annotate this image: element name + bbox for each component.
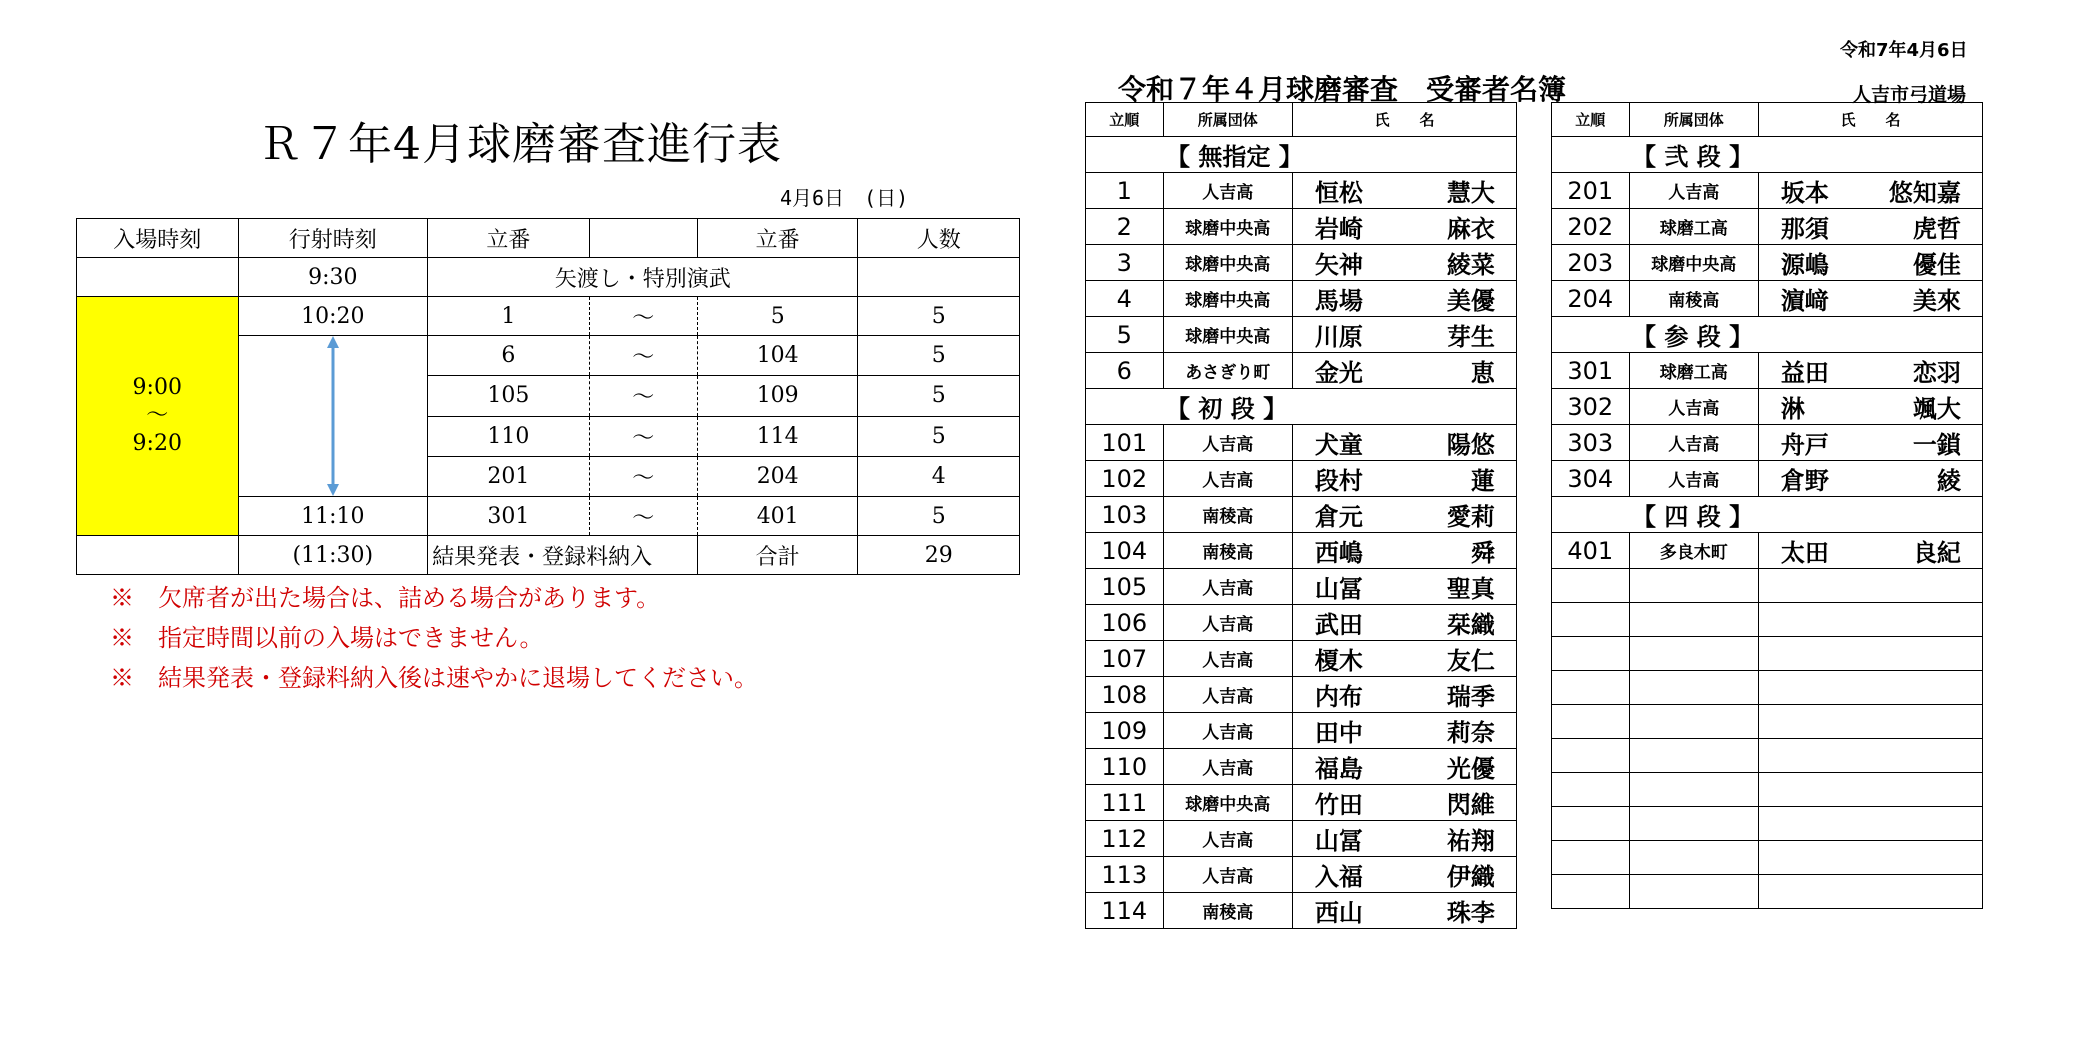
roster-header-num: 立順 bbox=[1086, 103, 1164, 137]
roster-empty-row bbox=[1552, 773, 1983, 807]
stand-number: 3 bbox=[1086, 245, 1164, 281]
stand-number: 107 bbox=[1086, 641, 1164, 677]
participant-name bbox=[1758, 875, 1982, 909]
organization bbox=[1629, 875, 1758, 909]
organization bbox=[1629, 637, 1758, 671]
roster-row bbox=[1086, 569, 1517, 605]
roster-row bbox=[1086, 893, 1517, 929]
roster-header-num: 立順 bbox=[1552, 103, 1630, 137]
stand-number: 103 bbox=[1086, 497, 1164, 533]
surname: 岩崎 bbox=[1314, 215, 1363, 243]
participant-name bbox=[1758, 671, 1982, 705]
double-arrow-icon bbox=[323, 336, 343, 496]
roster-row bbox=[1086, 173, 1517, 209]
participant-name bbox=[1758, 705, 1982, 739]
schedule-row-demo bbox=[77, 258, 1020, 297]
given-name: 綾 bbox=[1936, 467, 1961, 495]
surname: 恒松 bbox=[1314, 179, 1363, 207]
surname: 川原 bbox=[1314, 323, 1363, 351]
given-name: 祐翔 bbox=[1446, 827, 1495, 855]
organization: 球磨中央高 bbox=[1163, 281, 1292, 317]
note-3: ※ 結果発表・登録料納入後は速やかに退場してください。 bbox=[110, 664, 758, 692]
organization: 球磨中央高 bbox=[1163, 209, 1292, 245]
stand-from: 105 bbox=[428, 376, 590, 416]
organization: 球磨中央高 bbox=[1629, 245, 1758, 281]
roster-table-left bbox=[1085, 102, 1517, 929]
roster-empty-row bbox=[1552, 603, 1983, 637]
stand-number: 304 bbox=[1552, 461, 1630, 497]
tilde: ～ bbox=[589, 497, 697, 536]
given-name: 颯大 bbox=[1912, 395, 1961, 423]
note-1: ※ 欠席者が出た場合は、詰める場合があります。 bbox=[110, 584, 661, 612]
total-label: 合計 bbox=[697, 536, 858, 575]
final-label: 結果発表・登録料納入 bbox=[428, 536, 698, 575]
stand-number: 108 bbox=[1086, 677, 1164, 713]
stand-from: 201 bbox=[428, 456, 590, 496]
cell-empty bbox=[77, 536, 239, 575]
header-stand-to: 立番 bbox=[697, 219, 858, 258]
roster-section-row bbox=[1552, 497, 1983, 533]
stand-to: 109 bbox=[697, 376, 858, 416]
organization: 人吉高 bbox=[1629, 461, 1758, 497]
participant-name bbox=[1758, 637, 1982, 671]
roster-header-row bbox=[1552, 103, 1983, 137]
roster-row bbox=[1086, 245, 1517, 281]
stand-number: 113 bbox=[1086, 857, 1164, 893]
given-name: 瑞季 bbox=[1446, 683, 1495, 711]
surname: 太田 bbox=[1780, 539, 1829, 567]
roster-row bbox=[1086, 533, 1517, 569]
participant-name bbox=[1292, 461, 1516, 497]
surname: 田中 bbox=[1314, 719, 1363, 747]
roster-row bbox=[1552, 461, 1983, 497]
stand-number: 106 bbox=[1086, 605, 1164, 641]
surname: 舟戸 bbox=[1780, 431, 1829, 459]
roster-row bbox=[1086, 641, 1517, 677]
roster-section-row bbox=[1552, 317, 1983, 353]
participant-name bbox=[1758, 533, 1982, 569]
entry-time-start: 9:00 bbox=[132, 375, 182, 400]
participant-name bbox=[1292, 425, 1516, 461]
participant-name bbox=[1758, 389, 1982, 425]
surname: 倉野 bbox=[1780, 467, 1829, 495]
roster-table-right bbox=[1551, 102, 1983, 909]
roster-empty-row bbox=[1552, 875, 1983, 909]
given-name: 聖真 bbox=[1446, 575, 1495, 603]
count: 5 bbox=[858, 336, 1020, 376]
participant-name bbox=[1292, 317, 1516, 353]
roster-header-name: 氏 名 bbox=[1292, 103, 1516, 137]
stand-to: 401 bbox=[697, 497, 858, 536]
total-count: 29 bbox=[858, 536, 1020, 575]
given-name: 莉奈 bbox=[1446, 719, 1495, 747]
section-label: 【 初 段 】 bbox=[1086, 389, 1517, 425]
final-time: (11:30) bbox=[238, 536, 428, 575]
given-name: 蓮 bbox=[1470, 467, 1495, 495]
roster-row bbox=[1086, 749, 1517, 785]
surname: 濵﨑 bbox=[1780, 287, 1829, 315]
surname: 坂本 bbox=[1780, 179, 1829, 207]
given-name: 恵 bbox=[1470, 359, 1495, 387]
schedule-row-final bbox=[77, 536, 1020, 575]
schedule-header-row bbox=[77, 219, 1020, 258]
organization: 球磨工高 bbox=[1629, 353, 1758, 389]
stand-number: 104 bbox=[1086, 533, 1164, 569]
organization: 人吉高 bbox=[1163, 641, 1292, 677]
participant-name bbox=[1292, 821, 1516, 857]
surname: 榎木 bbox=[1314, 647, 1363, 675]
stand-number: 2 bbox=[1086, 209, 1164, 245]
roster-header-name: 氏 名 bbox=[1758, 103, 1982, 137]
stand-to: 204 bbox=[697, 456, 858, 496]
count: 4 bbox=[858, 456, 1020, 496]
roster-row bbox=[1086, 281, 1517, 317]
participant-name bbox=[1292, 533, 1516, 569]
roster-empty-row bbox=[1552, 841, 1983, 875]
stand-number bbox=[1552, 739, 1630, 773]
organization: 人吉高 bbox=[1629, 425, 1758, 461]
organization bbox=[1629, 841, 1758, 875]
organization: 人吉高 bbox=[1163, 569, 1292, 605]
organization: 南稜高 bbox=[1163, 497, 1292, 533]
participant-name bbox=[1758, 173, 1982, 209]
cell-empty bbox=[77, 258, 239, 297]
organization: 人吉高 bbox=[1163, 857, 1292, 893]
surname: 源嶋 bbox=[1780, 251, 1829, 279]
organization: 球磨中央高 bbox=[1163, 785, 1292, 821]
surname: 矢神 bbox=[1314, 251, 1363, 279]
roster-empty-row bbox=[1552, 739, 1983, 773]
given-name: 麻衣 bbox=[1446, 215, 1495, 243]
roster-empty-row bbox=[1552, 807, 1983, 841]
stand-number: 301 bbox=[1552, 353, 1630, 389]
stand-to: 5 bbox=[697, 297, 858, 336]
organization: 南稜高 bbox=[1163, 893, 1292, 929]
given-name: 虎哲 bbox=[1912, 215, 1961, 243]
participant-name bbox=[1758, 209, 1982, 245]
stand-number: 4 bbox=[1086, 281, 1164, 317]
surname: 福島 bbox=[1314, 755, 1363, 783]
stand-number: 101 bbox=[1086, 425, 1164, 461]
surname: 入福 bbox=[1314, 863, 1363, 891]
roster-row bbox=[1552, 173, 1983, 209]
tilde: ～ bbox=[589, 416, 697, 456]
roster-header-org: 所属団体 bbox=[1629, 103, 1758, 137]
organization bbox=[1629, 705, 1758, 739]
stand-number: 303 bbox=[1552, 425, 1630, 461]
roster-row bbox=[1552, 425, 1983, 461]
given-name: 閃維 bbox=[1446, 791, 1495, 819]
participant-name bbox=[1758, 461, 1982, 497]
roster-empty-row bbox=[1552, 705, 1983, 739]
roster-row bbox=[1552, 389, 1983, 425]
surname: 山冨 bbox=[1314, 575, 1363, 603]
given-name: 美來 bbox=[1912, 287, 1961, 315]
roster-row bbox=[1552, 353, 1983, 389]
stand-number: 1 bbox=[1086, 173, 1164, 209]
given-name: 慧大 bbox=[1446, 179, 1495, 207]
organization: 人吉高 bbox=[1163, 605, 1292, 641]
roster-venue: 人吉市弓道場 bbox=[1852, 84, 1967, 106]
participant-name bbox=[1758, 773, 1982, 807]
stand-number: 102 bbox=[1086, 461, 1164, 497]
schedule-row bbox=[77, 297, 1020, 336]
surname: 金光 bbox=[1314, 359, 1363, 387]
given-name: 伊織 bbox=[1446, 863, 1495, 891]
organization: 球磨中央高 bbox=[1163, 317, 1292, 353]
stand-number: 105 bbox=[1086, 569, 1164, 605]
stand-number bbox=[1552, 773, 1630, 807]
roster-title: 令和７年４月球磨審査 受審者名簿 bbox=[1118, 73, 1567, 106]
given-name: 優佳 bbox=[1912, 251, 1961, 279]
given-name: 良紀 bbox=[1912, 539, 1961, 567]
stand-number bbox=[1552, 603, 1630, 637]
roster-row bbox=[1086, 605, 1517, 641]
stand-number: 110 bbox=[1086, 749, 1164, 785]
given-name: 舜 bbox=[1470, 539, 1495, 567]
section-label: 【 弐 段 】 bbox=[1552, 137, 1983, 173]
organization: 多良木町 bbox=[1629, 533, 1758, 569]
participant-name bbox=[1758, 603, 1982, 637]
participant-name bbox=[1292, 857, 1516, 893]
stand-number bbox=[1552, 569, 1630, 603]
stand-number bbox=[1552, 637, 1630, 671]
organization: 人吉高 bbox=[1163, 749, 1292, 785]
roster-empty-row bbox=[1552, 569, 1983, 603]
organization: 南稜高 bbox=[1163, 533, 1292, 569]
entry-time-wave: ～ bbox=[146, 403, 169, 428]
organization bbox=[1629, 569, 1758, 603]
organization bbox=[1629, 773, 1758, 807]
roster-row bbox=[1552, 281, 1983, 317]
cell-empty bbox=[858, 258, 1020, 297]
stand-from: 301 bbox=[428, 497, 590, 536]
stand-number: 302 bbox=[1552, 389, 1630, 425]
organization: 人吉高 bbox=[1163, 713, 1292, 749]
organization: 人吉高 bbox=[1163, 425, 1292, 461]
participant-name bbox=[1758, 807, 1982, 841]
roster-row bbox=[1086, 461, 1517, 497]
surname: 倉元 bbox=[1314, 503, 1363, 531]
stand-number: 202 bbox=[1552, 209, 1630, 245]
roster-row bbox=[1086, 317, 1517, 353]
entry-time-end: 9:20 bbox=[132, 431, 182, 456]
entry-time-cell bbox=[77, 297, 239, 536]
count: 5 bbox=[858, 416, 1020, 456]
given-name: 友仁 bbox=[1446, 647, 1495, 675]
demo-time: 9:30 bbox=[238, 258, 428, 297]
surname: 犬童 bbox=[1314, 431, 1363, 459]
participant-name bbox=[1292, 785, 1516, 821]
roster-row bbox=[1552, 209, 1983, 245]
participant-name bbox=[1292, 245, 1516, 281]
participant-name bbox=[1292, 641, 1516, 677]
participant-name bbox=[1758, 569, 1982, 603]
roster-empty-row bbox=[1552, 671, 1983, 705]
participant-name bbox=[1292, 605, 1516, 641]
header-stand-from: 立番 bbox=[428, 219, 590, 258]
given-name: 愛莉 bbox=[1446, 503, 1495, 531]
organization bbox=[1629, 739, 1758, 773]
section-label: 【 参 段 】 bbox=[1552, 317, 1983, 353]
given-name: 悠知嘉 bbox=[1888, 179, 1961, 207]
surname: 竹田 bbox=[1314, 791, 1363, 819]
participant-name bbox=[1758, 281, 1982, 317]
participant-name bbox=[1758, 353, 1982, 389]
organization bbox=[1629, 671, 1758, 705]
header-count: 人数 bbox=[858, 219, 1020, 258]
participant-name bbox=[1292, 677, 1516, 713]
note-2: ※ 指定時間以前の入場はできません。 bbox=[110, 624, 544, 652]
surname: 山冨 bbox=[1314, 827, 1363, 855]
roster-section-row bbox=[1086, 389, 1517, 425]
organization: あさぎり町 bbox=[1163, 353, 1292, 389]
roster-row bbox=[1086, 857, 1517, 893]
stand-number: 201 bbox=[1552, 173, 1630, 209]
participant-name bbox=[1292, 173, 1516, 209]
stand-number: 109 bbox=[1086, 713, 1164, 749]
stand-number bbox=[1552, 841, 1630, 875]
participant-name bbox=[1758, 245, 1982, 281]
stand-number: 114 bbox=[1086, 893, 1164, 929]
given-name: 綾菜 bbox=[1446, 251, 1495, 279]
given-name: 陽悠 bbox=[1446, 431, 1495, 459]
organization: 人吉高 bbox=[1163, 677, 1292, 713]
surname: 内布 bbox=[1314, 683, 1363, 711]
surname: 馬場 bbox=[1314, 287, 1363, 315]
participant-name bbox=[1292, 497, 1516, 533]
stand-number: 203 bbox=[1552, 245, 1630, 281]
shoot-time: 11:10 bbox=[238, 497, 428, 536]
stand-number bbox=[1552, 807, 1630, 841]
participant-name bbox=[1292, 893, 1516, 929]
given-name: 美優 bbox=[1446, 287, 1495, 315]
tilde: ～ bbox=[589, 376, 697, 416]
surname: 武田 bbox=[1314, 611, 1363, 639]
organization: 球磨工高 bbox=[1629, 209, 1758, 245]
tilde: ～ bbox=[589, 456, 697, 496]
count: 5 bbox=[858, 376, 1020, 416]
roster-section-row bbox=[1086, 137, 1517, 173]
tilde: ～ bbox=[589, 297, 697, 336]
shoot-time: 10:20 bbox=[238, 297, 428, 336]
stand-to: 114 bbox=[697, 416, 858, 456]
roster-header-org: 所属団体 bbox=[1163, 103, 1292, 137]
organization: 人吉高 bbox=[1629, 389, 1758, 425]
roster-section-row bbox=[1552, 137, 1983, 173]
participant-name bbox=[1758, 425, 1982, 461]
given-name: 芽生 bbox=[1446, 323, 1495, 351]
demo-label: 矢渡し・特別演武 bbox=[428, 258, 858, 297]
stand-number bbox=[1552, 705, 1630, 739]
surname: 益田 bbox=[1780, 359, 1829, 387]
roster-row bbox=[1086, 497, 1517, 533]
participant-name bbox=[1292, 209, 1516, 245]
surname: 段村 bbox=[1314, 467, 1363, 495]
organization: 人吉高 bbox=[1163, 821, 1292, 857]
organization bbox=[1629, 807, 1758, 841]
stand-number bbox=[1552, 671, 1630, 705]
organization: 球磨中央高 bbox=[1163, 245, 1292, 281]
stand-number bbox=[1552, 875, 1630, 909]
participant-name bbox=[1292, 353, 1516, 389]
roster-row bbox=[1086, 821, 1517, 857]
organization bbox=[1629, 603, 1758, 637]
stand-from: 6 bbox=[428, 336, 590, 376]
roster-row bbox=[1086, 425, 1517, 461]
organization: 人吉高 bbox=[1163, 461, 1292, 497]
participant-name bbox=[1292, 713, 1516, 749]
section-label: 【 四 段 】 bbox=[1552, 497, 1983, 533]
schedule-date: 4月6日 (日) bbox=[780, 186, 909, 210]
roster-row bbox=[1086, 677, 1517, 713]
stand-number: 401 bbox=[1552, 533, 1630, 569]
surname: 那須 bbox=[1780, 215, 1829, 243]
stand-from: 110 bbox=[428, 416, 590, 456]
header-blank bbox=[589, 219, 697, 258]
stand-number: 204 bbox=[1552, 281, 1630, 317]
roster-row bbox=[1086, 785, 1517, 821]
roster-row bbox=[1086, 209, 1517, 245]
stand-to: 104 bbox=[697, 336, 858, 376]
participant-name bbox=[1292, 749, 1516, 785]
organization: 人吉高 bbox=[1629, 173, 1758, 209]
count: 5 bbox=[858, 297, 1020, 336]
given-name: 一鎖 bbox=[1912, 431, 1961, 459]
roster-empty-row bbox=[1552, 637, 1983, 671]
organization: 人吉高 bbox=[1163, 173, 1292, 209]
section-label: 【 無指定 】 bbox=[1086, 137, 1517, 173]
tilde: ～ bbox=[589, 336, 697, 376]
participant-name bbox=[1292, 281, 1516, 317]
header-shoot-time: 行射時刻 bbox=[238, 219, 428, 258]
participant-name bbox=[1758, 841, 1982, 875]
roster-row bbox=[1552, 533, 1983, 569]
stand-number: 5 bbox=[1086, 317, 1164, 353]
participant-name bbox=[1292, 569, 1516, 605]
roster-date: 令和7年4月6日 bbox=[1840, 40, 1968, 61]
stand-number: 112 bbox=[1086, 821, 1164, 857]
surname: 西嶋 bbox=[1314, 539, 1363, 567]
roster-row bbox=[1086, 353, 1517, 389]
participant-name bbox=[1758, 739, 1982, 773]
given-name: 光優 bbox=[1446, 755, 1495, 783]
schedule-title: Ｒ７年4月球磨審査進行表 bbox=[258, 119, 782, 170]
stand-number: 6 bbox=[1086, 353, 1164, 389]
organization: 南稜高 bbox=[1629, 281, 1758, 317]
roster-row bbox=[1086, 713, 1517, 749]
schedule-table bbox=[76, 218, 1020, 575]
given-name: 栞織 bbox=[1446, 611, 1495, 639]
given-name: 恋羽 bbox=[1912, 359, 1961, 387]
stand-number: 111 bbox=[1086, 785, 1164, 821]
surname: 西山 bbox=[1314, 899, 1363, 927]
roster-header-row bbox=[1086, 103, 1517, 137]
shoot-time-arrow-cell bbox=[238, 336, 428, 497]
given-name: 珠李 bbox=[1446, 899, 1495, 927]
roster-row bbox=[1552, 245, 1983, 281]
count: 5 bbox=[858, 497, 1020, 536]
header-entry-time: 入場時刻 bbox=[77, 219, 239, 258]
stand-from: 1 bbox=[428, 297, 590, 336]
surname: 淋 bbox=[1780, 395, 1805, 423]
